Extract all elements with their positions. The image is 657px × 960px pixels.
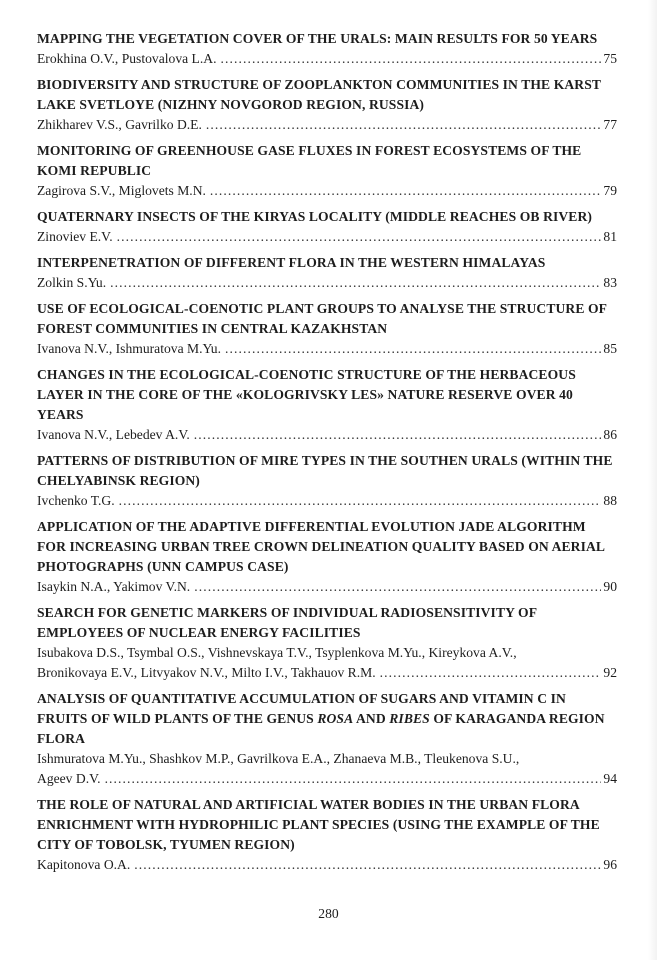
entry-title: BIODIVERSITY AND STRUCTURE OF ZOOPLANKTON COMMUNITIES IN THE KARST LAKE SVETLOYE (NIZHNY NOVGOROD REGION, RUSSIA) [37,77,601,112]
entry-leader-row [37,855,617,875]
entry-leader-row [37,181,617,201]
entry-page-number: 96 [603,857,617,872]
dot-leader [220,49,601,69]
entry-authors: Kapitonova O.A. [37,857,131,872]
dot-leader [380,663,602,683]
entry-authors: Ageev D.V. [37,771,101,786]
dot-leader [194,577,601,597]
entry-leader-row [37,339,617,359]
entry-title: SEARCH FOR GENETIC MARKERS OF INDIVIDUAL RADIOSENSITIVITY OF EMPLOYEES OF NUCLEAR ENERGY FACILITIES [37,605,537,640]
entry-leader-row [37,49,617,69]
entry-title: CHANGES IN THE ECOLOGICAL-COENOTIC STRUCTURE OF THE HERBACEOUS LAYER IN THE CORE OF THE «KOLOGRIVSKY LES» NATURE RESERVE OVER 40 YEARS [37,367,576,422]
dot-leader [210,181,601,201]
entry-page-number: 92 [603,665,617,680]
toc-entry [37,689,617,789]
entry-title-genus-italic: RIBES [389,711,430,726]
dot-leader [110,273,601,293]
entry-leader-row [37,577,617,597]
entry-page-number: 86 [603,427,617,442]
toc-entry [37,75,617,135]
entry-title: MONITORING OF GREENHOUSE GASE FLUXES IN FOREST ECOSYSTEMS OF THE KOMI REPUBLIC [37,143,582,178]
toc-entry [37,299,617,359]
entry-title-text: ANALYSIS OF QUANTITATIVE ACCUMULATION OF SUGARS AND VITAMIN C IN FRUITS OF WILD PLANTS OF THE GENUS [37,691,566,726]
entry-title [37,689,617,749]
entry-title: INTERPENETRATION OF DIFFERENT FLORA IN THE WESTERN HIMALAYAS [37,255,546,270]
dot-leader [119,491,602,511]
entry-page-number: 77 [603,117,617,132]
entry-page-number: 79 [603,183,617,198]
toc-entry [37,365,617,445]
entry-title-genus-italic: ROSA [317,711,354,726]
entry-title: THE ROLE OF NATURAL AND ARTIFICIAL WATER BODIES IN THE URBAN FLORA ENRICHMENT WITH HYDROPHILIC PLANT SPECIES (USING THE EXAMPLE OF THE CITY OF TOBOLSK, TYUMEN REGION) [37,797,600,852]
dot-leader [117,227,602,247]
entry-authors: Erokhina O.V., Pustovalova L.A. [37,51,217,66]
dot-leader [194,425,602,445]
entry-page-number: 75 [603,51,617,66]
page-number-footer: 280 [318,906,339,921]
entry-leader-row [37,115,617,135]
entry-page-number: 94 [603,771,617,786]
entry-authors: Zolkin S.Yu. [37,275,107,290]
toc-entry [37,795,617,875]
toc-entry [37,517,617,597]
entry-leader-row [37,425,617,445]
entry-title: APPLICATION OF THE ADAPTIVE DIFFERENTIAL EVOLUTION JADE ALGORITHM FOR INCREASING URBAN TREE CROWN DELINEATION QUALITY BASED ON AERIAL PHOTOGRAPHS (UNN CAMPUS CASE) [37,519,605,574]
entry-title: QUATERNARY INSECTS OF THE KIRYAS LOCALITY (MIDDLE REACHES OB RIVER) [37,209,593,224]
entry-page-number: 88 [603,493,617,508]
entry-page-number: 81 [603,229,617,244]
entry-leader-row [37,769,617,789]
entry-title-text: OF KARAGANDA REGION FLORA [37,711,605,746]
entry-title: PATTERNS OF DISTRIBUTION OF MIRE TYPES IN THE SOUTHEN URALS (WITHIN THE CHELYABINSK REGION) [37,453,613,488]
toc-entry [37,141,617,201]
entry-authors: Ivchenko T.G. [37,493,115,508]
entry-title: USE OF ECOLOGICAL-COENOTIC PLANT GROUPS TO ANALYSE THE STRUCTURE OF FOREST COMMUNITIES IN CENTRAL KAZAKHSTAN [37,301,607,336]
toc-entry [37,603,617,683]
entry-authors: Isaykin N.A., Yakimov V.N. [37,579,191,594]
entry-leader-row [37,273,617,293]
toc-entry [37,451,617,511]
entry-page-number: 85 [603,341,617,356]
dot-leader [105,769,602,789]
entry-authors: Ivanova N.V., Ishmuratova M.Yu. [37,341,221,356]
toc-entry [37,207,617,247]
entry-authors: Zagirova S.V., Miglovets M.N. [37,183,206,198]
entry-authors: Zhikharev V.S., Gavrilko D.E. [37,117,202,132]
entry-authors-wrap: Ishmuratova M.Yu., Shashkov M.P., Gavrilkova E.A., Zhanaeva M.B., Tleukenova S.U., [37,751,520,766]
entry-page-number: 90 [603,579,617,594]
entry-leader-row [37,227,617,247]
entry-title-text: AND [353,711,390,726]
toc-entry [37,253,617,293]
dot-leader [134,855,601,875]
entry-page-number: 83 [603,275,617,290]
entry-leader-row [37,491,617,511]
toc-entry [37,29,617,69]
entry-authors: Ivanova N.V., Lebedev A.V. [37,427,190,442]
dot-leader [206,115,602,135]
entry-leader-row [37,663,617,683]
dot-leader [225,339,601,359]
entry-title: MAPPING THE VEGETATION COVER OF THE URALS: MAIN RESULTS FOR 50 YEARS [37,31,598,46]
entry-authors: Bronikovaya E.V., Litvyakov N.V., Milto I.V., Takhauov R.M. [37,665,376,680]
entry-authors: Zinoviev E.V. [37,229,113,244]
entry-authors-wrap: Isubakova D.S., Tsymbal O.S., Vishnevskaya T.V., Tsyplenkova M.Yu., Kireykova A.V., [37,645,517,660]
